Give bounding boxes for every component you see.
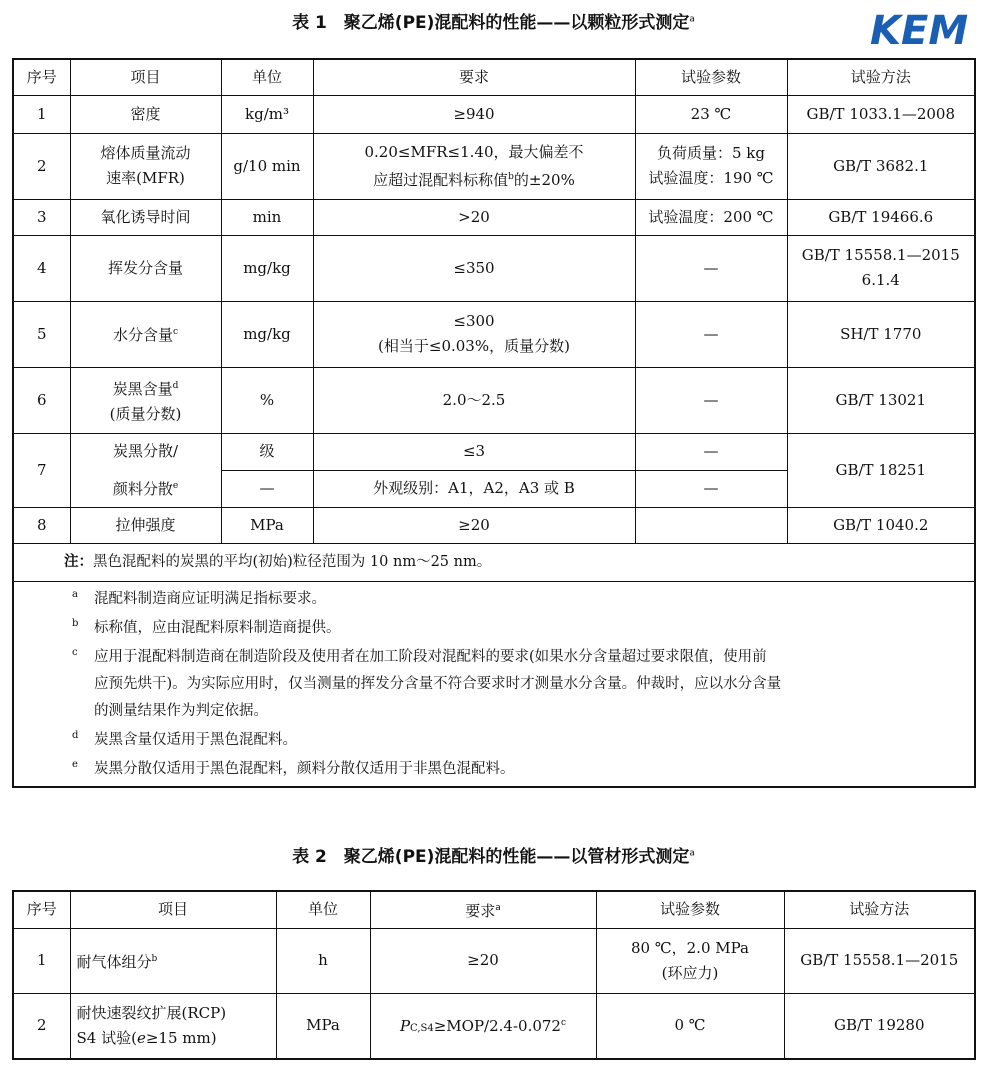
table1-title-text: 表 1 聚乙烯(PE)混配料的性能——以颗粒形式测定 — [292, 13, 690, 33]
note-label: 注： — [64, 553, 93, 570]
table-row — [13, 95, 975, 133]
cell-no: 4 — [13, 235, 70, 301]
table2-title — [0, 842, 987, 867]
header-text: 要求 — [465, 901, 496, 920]
table1-title — [0, 8, 987, 33]
item-text: 炭黑含量 — [112, 379, 173, 398]
item-text: 耐气体组分 — [76, 952, 152, 971]
kem-logo-text: KEM — [870, 8, 969, 52]
footnote-d — [72, 729, 964, 752]
param-line: 80 ℃，2.0 MPa — [631, 938, 749, 957]
cell-item — [70, 928, 276, 993]
table-row — [13, 301, 975, 367]
header-test-method: 试验方法 — [787, 59, 975, 95]
footnote-mark: a — [495, 902, 501, 913]
footnote-mark: e — [172, 480, 179, 491]
cell-requirement — [370, 993, 596, 1059]
table-row — [13, 133, 975, 199]
cell-test-parameter: 23 ℃ — [635, 95, 787, 133]
cell-requirement: 外观级别：A1，A2，A3 或 B — [313, 470, 635, 507]
item-line — [77, 1026, 273, 1051]
cell-item — [70, 993, 276, 1059]
footnote-text-line: 应用于混配料制造商在制造阶段及使用者在加工阶段对混配料的要求(如果水分含量超过要求限值，使用前 — [94, 648, 767, 665]
note-text: 黑色混配料的炭黑的平均(初始)粒径范围为 10 nm～25 nm。 — [93, 553, 492, 570]
footnote-text: 炭黑分散仅适用于黑色混配料，颜料分散仅适用于非黑色混配料。 — [94, 760, 515, 777]
footnote-mark: a — [72, 588, 78, 600]
item-text: ≥15 mm) — [145, 1028, 217, 1047]
table2 — [12, 890, 976, 1060]
header-no: 序号 — [13, 891, 70, 928]
cell-item: 挥发分含量 — [70, 235, 221, 301]
cell-test-method: SH/T 1770 — [787, 301, 975, 367]
footnote-mark: b — [508, 171, 514, 182]
table2-header-row — [13, 891, 975, 928]
footnote-mark: c — [560, 1017, 567, 1028]
cell-unit: MPa — [221, 507, 313, 543]
variable-p: P — [399, 1016, 411, 1035]
cell-unit: g/10 min — [221, 133, 313, 199]
cell-requirement: ≤3 — [313, 433, 635, 470]
req-text: 应超过混配料标称值 — [373, 170, 509, 189]
req-line: 0.20≤MFR≤1.40，最大偏差不 — [364, 142, 584, 161]
cell-item — [70, 367, 221, 433]
kem-logo — [866, 6, 976, 52]
item-line: 炭黑分散/ — [112, 441, 179, 460]
header-unit: 单位 — [221, 59, 313, 95]
table1-footnotes-row — [13, 581, 975, 787]
cell-test-parameter — [635, 507, 787, 543]
footnote-text-line: 的测量结果作为判定依据。 — [94, 702, 268, 719]
item-text: S4 试验( — [76, 1028, 137, 1047]
param-line: 试验温度：190 ℃ — [648, 169, 774, 187]
cell-requirement: 2.0～2.5 — [313, 367, 635, 433]
table-row — [13, 433, 975, 470]
cell-requirement: ≤350 — [313, 235, 635, 301]
subscript: C,S4 — [410, 1022, 434, 1034]
footnote-mark: b — [72, 617, 79, 629]
table1-note-row — [13, 543, 975, 581]
table-row — [13, 928, 975, 993]
footnote-text: 炭黑含量仅适用于黑色混配料。 — [94, 731, 297, 748]
cell-test-method: GB/T 19280 — [784, 993, 975, 1059]
cell-item: 氧化诱导时间 — [70, 199, 221, 235]
cell-no: 1 — [13, 928, 70, 993]
param-line: (环应力) — [661, 963, 719, 982]
req-line: (相当于≤0.03%，质量分数) — [378, 337, 570, 355]
cell-unit: kg/m³ — [221, 95, 313, 133]
cell-test-parameter: — — [635, 301, 787, 367]
cell-requirement — [313, 133, 635, 199]
footnote-a — [72, 588, 964, 611]
footnote-mark: e — [72, 758, 78, 770]
param-line: 负荷质量：5 kg — [656, 144, 765, 162]
header-requirement: 要求 — [313, 59, 635, 95]
cell-no: 3 — [13, 199, 70, 235]
footnote-text: 标称值，应由混配料原料制造商提供。 — [94, 619, 341, 636]
cell-no: 1 — [13, 95, 70, 133]
cell-item — [70, 133, 221, 199]
item-line — [74, 374, 218, 402]
cell-no: 6 — [13, 367, 70, 433]
table-row — [13, 507, 975, 543]
item-text: 水分含量 — [112, 326, 173, 344]
cell-test-method: GB/T 13021 — [787, 367, 975, 433]
footnote-mark: c — [72, 646, 78, 658]
footnote-text-line: 应预先烘干)。为实际应用时，仅当测量的挥发分含量不符合要求时才测量水分含量。仲裁时，应以水分含量 — [94, 675, 782, 692]
cell-test-parameter: 0 ℃ — [596, 993, 784, 1059]
cell-test-parameter: — — [635, 367, 787, 433]
table2-title-footnote-mark: a — [689, 848, 695, 859]
req-line — [317, 165, 632, 193]
footnote-e — [72, 758, 964, 781]
table1-footnotes — [13, 581, 975, 787]
header-requirement — [370, 891, 596, 928]
footnote-b — [72, 617, 964, 640]
req-text: 的±20% — [513, 170, 575, 189]
table-row — [13, 367, 975, 433]
cell-test-method: GB/T 19466.6 — [787, 199, 975, 235]
cell-unit: min — [221, 199, 313, 235]
cell-test-parameter — [635, 133, 787, 199]
item-line: 速率(MFR) — [106, 169, 185, 187]
footnote-mark: d — [172, 380, 179, 391]
cell-unit: h — [276, 928, 370, 993]
cell-test-method — [787, 235, 975, 301]
cell-requirement: ≥940 — [313, 95, 635, 133]
method-line: GB/T 15558.1—2015 — [801, 246, 960, 264]
cell-unit: mg/kg — [221, 301, 313, 367]
item-line: 熔体质量流动 — [100, 144, 191, 162]
cell-item — [70, 301, 221, 367]
cell-item: 密度 — [70, 95, 221, 133]
table1-header-row — [13, 59, 975, 95]
cell-no: 5 — [13, 301, 70, 367]
header-item: 项目 — [70, 59, 221, 95]
table-row — [13, 993, 975, 1059]
method-line: 6.1.4 — [861, 271, 900, 289]
footnote-text: 混配料制造商应证明满足指标要求。 — [94, 590, 326, 607]
req-line: ≤300 — [453, 312, 495, 330]
cell-no: 8 — [13, 507, 70, 543]
header-item: 项目 — [70, 891, 276, 928]
cell-unit: mg/kg — [221, 235, 313, 301]
cell-test-method: GB/T 1040.2 — [787, 507, 975, 543]
footnote-mark: d — [72, 729, 79, 741]
table1 — [12, 58, 976, 788]
cell-test-method: GB/T 15558.1—2015 — [784, 928, 975, 993]
table1-title-footnote-mark: a — [689, 14, 695, 25]
cell-requirement: ≥20 — [313, 507, 635, 543]
header-test-method: 试验方法 — [784, 891, 975, 928]
cell-test-method: GB/T 3682.1 — [787, 133, 975, 199]
cell-test-parameter: — — [635, 433, 787, 470]
cell-test-parameter: 试验温度：200 ℃ — [635, 199, 787, 235]
cell-test-method: GB/T 18251 — [787, 433, 975, 507]
table2-title-text: 表 2 聚乙烯(PE)混配料的性能——以管材形式测定 — [292, 847, 690, 867]
table-row — [13, 235, 975, 301]
cell-unit: — — [221, 470, 313, 507]
cell-no: 2 — [13, 993, 70, 1059]
table1-note — [13, 543, 975, 581]
footnote-mark: b — [151, 953, 158, 964]
header-unit: 单位 — [276, 891, 370, 928]
cell-test-parameter: — — [635, 235, 787, 301]
cell-requirement: ≥20 — [370, 928, 596, 993]
variable-e: e — [136, 1028, 146, 1047]
req-text: ≥MOP/2.4-0.072 — [433, 1016, 561, 1035]
cell-test-parameter: — — [635, 470, 787, 507]
cell-no: 2 — [13, 133, 70, 199]
table-row — [13, 199, 975, 235]
cell-no: 7 — [13, 433, 70, 507]
cell-requirement — [313, 301, 635, 367]
cell-test-method: GB/T 1033.1—2008 — [787, 95, 975, 133]
cell-test-parameter — [596, 928, 784, 993]
cell-requirement: >20 — [313, 199, 635, 235]
cell-unit: % — [221, 367, 313, 433]
cell-unit: MPa — [276, 993, 370, 1059]
cell-unit: 级 — [221, 433, 313, 470]
item-line: (质量分数) — [109, 404, 182, 423]
item-text: 颜料分散 — [112, 479, 173, 498]
item-line — [74, 469, 218, 507]
footnote-c — [72, 646, 964, 723]
cell-item — [70, 433, 221, 507]
header-no: 序号 — [13, 59, 70, 95]
header-test-parameter: 试验参数 — [596, 891, 784, 928]
footnote-mark: c — [172, 327, 179, 337]
header-test-parameter: 试验参数 — [635, 59, 787, 95]
item-line: 耐快速裂纹扩展(RCP) — [76, 1003, 227, 1022]
cell-item: 拉伸强度 — [70, 507, 221, 543]
